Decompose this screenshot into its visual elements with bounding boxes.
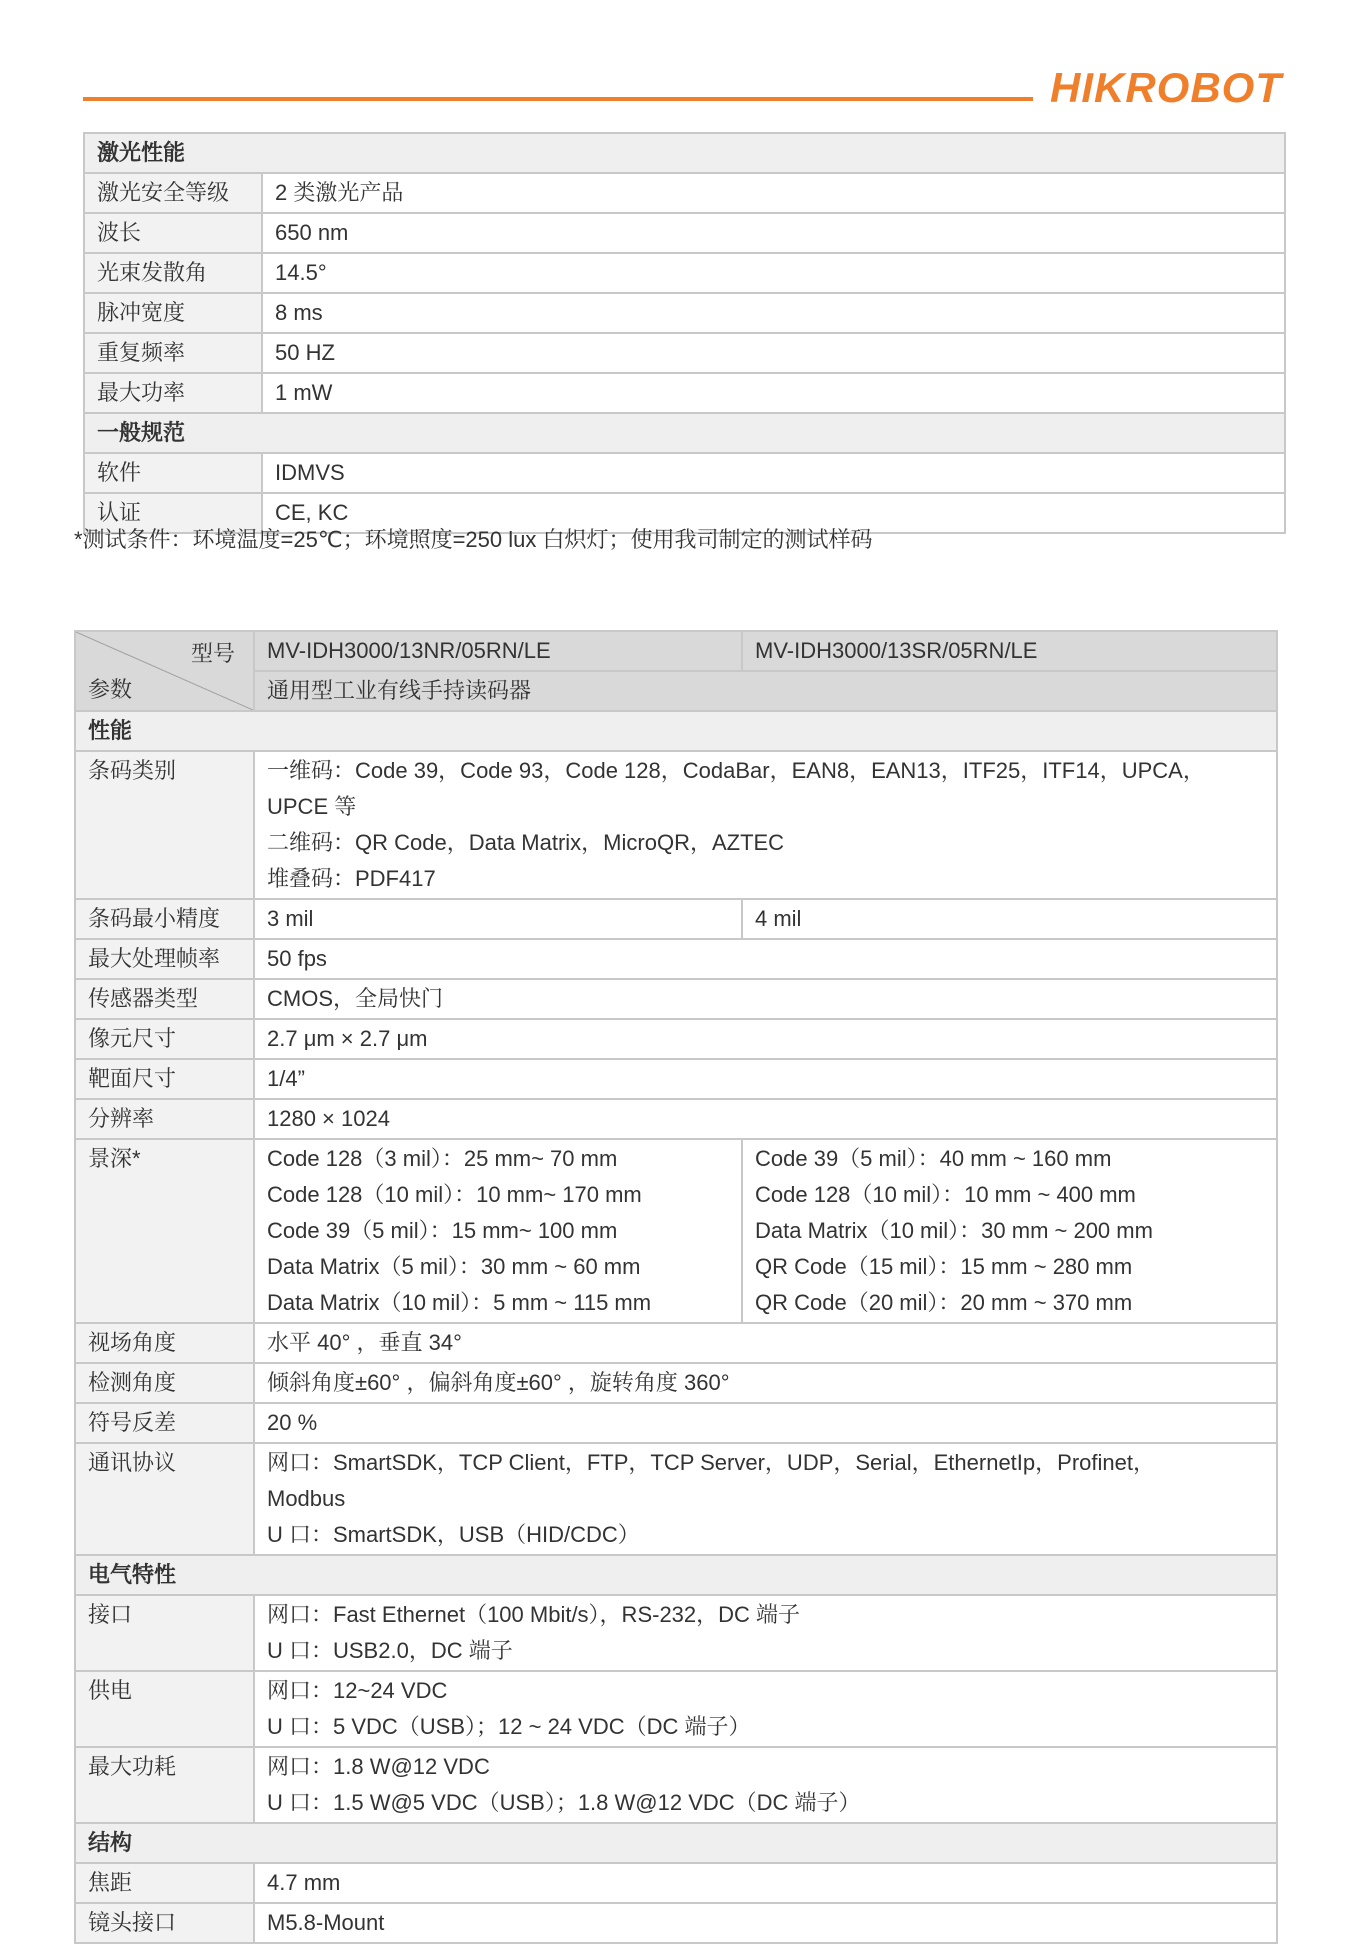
row-label: 检测角度 — [75, 1363, 254, 1403]
section-row — [84, 133, 1285, 173]
row-value — [254, 1443, 1277, 1555]
table-row — [84, 293, 1285, 333]
section-row — [84, 413, 1285, 453]
value-line: Data Matrix（10 mil）：30 mm ~ 200 mm — [755, 1218, 1153, 1243]
row-label: 焦距 — [75, 1863, 254, 1903]
value-line: QR Code（15 mil）：15 mm ~ 280 mm — [755, 1254, 1133, 1279]
value-line: 20 % — [267, 1410, 318, 1435]
row-value — [254, 899, 742, 939]
brand-logo: HIKROBOT — [1050, 64, 1282, 111]
row-label: 通讯协议 — [75, 1443, 254, 1555]
value-line: M5.8-Mount — [267, 1910, 385, 1935]
row-label: 最大功率 — [84, 373, 262, 413]
value-line: 1/4” — [267, 1066, 305, 1091]
product-type: 通用型工业有线手持读码器 — [254, 671, 1277, 711]
table-row — [75, 1059, 1277, 1099]
value-line: Code 128（10 mil）：10 mm ~ 400 mm — [755, 1182, 1136, 1207]
value-line: 倾斜角度±60° ，偏斜角度±60° ，旋转角度 360° — [267, 1370, 730, 1395]
table-row — [75, 1903, 1277, 1943]
section-row — [75, 1823, 1277, 1863]
table-row — [75, 1747, 1277, 1823]
row-value: 650 nm — [262, 213, 1285, 253]
table-row — [75, 1403, 1277, 1443]
row-value — [254, 939, 1277, 979]
table-row — [84, 173, 1285, 213]
row-label: 脉冲宽度 — [84, 293, 262, 333]
table-row — [75, 979, 1277, 1019]
row-value — [254, 1099, 1277, 1139]
value-line: 一维码：Code 39，Code 93，Code 128，CodaBar，EAN8，EAN13，ITF25，ITF14，UPCA， — [267, 758, 1205, 783]
corner-param-label: 参数 — [88, 677, 133, 702]
section-row — [75, 1555, 1277, 1595]
value-line: 4.7 mm — [267, 1870, 341, 1895]
row-label: 视场角度 — [75, 1323, 254, 1363]
value-line: 二维码：QR Code，Data Matrix，MicroQR，AZTEC — [267, 830, 785, 855]
value-line: Code 39（5 mil）：15 mm~ 100 mm — [267, 1218, 618, 1243]
table-row — [75, 939, 1277, 979]
test-conditions-footnote: *测试条件：环境温度=25℃；环境照度=250 lux 白炽灯；使用我司制定的测试样码 — [74, 527, 873, 552]
table-row — [84, 453, 1285, 493]
value-line: Code 128（10 mil）：10 mm~ 170 mm — [267, 1182, 642, 1207]
table-row — [75, 899, 1277, 939]
value-line: U 口：USB2.0，DC 端子 — [267, 1638, 513, 1663]
value-line: U 口：5 VDC（USB）；12 ~ 24 VDC（DC 端子） — [267, 1714, 751, 1739]
row-value — [254, 751, 1277, 899]
row-value — [742, 899, 1277, 939]
value-line: 网口：Fast Ethernet（100 Mbit/s），RS-232，DC 端子 — [267, 1602, 801, 1627]
value-line: U 口：1.5 W@5 VDC（USB）；1.8 W@12 VDC（DC 端子） — [267, 1790, 861, 1815]
table-row — [75, 1099, 1277, 1139]
table-row — [75, 751, 1277, 899]
table-row — [84, 253, 1285, 293]
model-name: MV-IDH3000/13SR/05RN/LE — [742, 631, 1277, 671]
row-label: 激光安全等级 — [84, 173, 262, 213]
row-value — [254, 1139, 742, 1323]
row-value — [254, 1903, 1277, 1943]
row-value: 50 HZ — [262, 333, 1285, 373]
row-label: 软件 — [84, 453, 262, 493]
row-label: 景深* — [75, 1139, 254, 1323]
row-label: 波长 — [84, 213, 262, 253]
model-name: MV-IDH3000/13NR/05RN/LE — [254, 631, 742, 671]
row-label: 重复频率 — [84, 333, 262, 373]
row-label: 分辨率 — [75, 1099, 254, 1139]
value-line: 3 mil — [267, 906, 314, 931]
row-label: 镜头接口 — [75, 1903, 254, 1943]
row-value — [254, 1363, 1277, 1403]
value-line: 2.7 μm × 2.7 μm — [267, 1026, 428, 1051]
value-line: 水平 40° ，垂直 34° — [267, 1330, 462, 1355]
value-line: CMOS，全局快门 — [267, 986, 444, 1011]
value-line: 网口：SmartSDK，TCP Client，FTP，TCP Server，UDP，Serial，EthernetIp，Profinet， — [267, 1450, 1155, 1475]
row-value — [742, 1139, 1277, 1323]
laser-spec-table — [83, 132, 1286, 534]
row-label: 最大处理帧率 — [75, 939, 254, 979]
row-value: 14.5° — [262, 253, 1285, 293]
corner-model-label: 型号 — [190, 641, 235, 666]
row-label: 供电 — [75, 1671, 254, 1747]
row-value — [254, 1059, 1277, 1099]
row-value: 1 mW — [262, 373, 1285, 413]
row-label: 靶面尺寸 — [75, 1059, 254, 1099]
row-value — [254, 1747, 1277, 1823]
table-row — [75, 1363, 1277, 1403]
row-value: IDMVS — [262, 453, 1285, 493]
value-line: Code 128（3 mil）：25 mm~ 70 mm — [267, 1146, 618, 1171]
row-label: 符号反差 — [75, 1403, 254, 1443]
section-title: 结构 — [75, 1823, 1277, 1863]
section-title: 激光性能 — [84, 133, 1285, 173]
table-row — [75, 1863, 1277, 1903]
row-label: 光束发散角 — [84, 253, 262, 293]
row-label: 条码类别 — [75, 751, 254, 899]
row-label: 条码最小精度 — [75, 899, 254, 939]
table-row — [75, 1671, 1277, 1747]
value-line: 4 mil — [755, 906, 802, 931]
row-label: 认证 — [84, 493, 262, 533]
row-value: CE, KC — [262, 493, 1285, 533]
value-line: Code 39（5 mil）：40 mm ~ 160 mm — [755, 1146, 1112, 1171]
corner-cell — [75, 631, 254, 711]
value-line: 1280 × 1024 — [267, 1106, 390, 1131]
section-title: 电气特性 — [75, 1555, 1277, 1595]
table-row — [75, 1019, 1277, 1059]
row-value — [254, 979, 1277, 1019]
value-line: Data Matrix（10 mil）：5 mm ~ 115 mm — [267, 1290, 652, 1315]
row-value: 8 ms — [262, 293, 1285, 333]
header-rule — [83, 97, 1033, 101]
table-row — [75, 1139, 1277, 1323]
model-spec-table — [74, 630, 1278, 1944]
value-line: 50 fps — [267, 946, 327, 971]
table-row — [84, 373, 1285, 413]
table-row — [75, 1443, 1277, 1555]
value-line: 网口：1.8 W@12 VDC — [267, 1754, 490, 1779]
table-row — [75, 1323, 1277, 1363]
row-label: 接口 — [75, 1595, 254, 1671]
row-value — [254, 1019, 1277, 1059]
value-line: UPCE 等 — [267, 794, 357, 819]
value-line: QR Code（20 mil）：20 mm ~ 370 mm — [755, 1290, 1133, 1315]
value-line: 堆叠码：PDF417 — [267, 866, 436, 891]
value-line: Data Matrix（5 mil）：30 mm ~ 60 mm — [267, 1254, 641, 1279]
row-value — [254, 1323, 1277, 1363]
row-label: 最大功耗 — [75, 1747, 254, 1823]
model-header-row — [75, 631, 1277, 671]
row-value — [254, 1863, 1277, 1903]
table-row — [75, 1595, 1277, 1671]
table-row — [84, 333, 1285, 373]
row-label: 传感器类型 — [75, 979, 254, 1019]
row-value — [254, 1671, 1277, 1747]
section-title: 性能 — [75, 711, 1277, 751]
table-row — [84, 213, 1285, 253]
value-line: Modbus — [267, 1486, 346, 1511]
row-label: 像元尺寸 — [75, 1019, 254, 1059]
section-row — [75, 711, 1277, 751]
row-value — [254, 1595, 1277, 1671]
section-title: 一般规范 — [84, 413, 1285, 453]
product-type-row — [75, 671, 1277, 711]
value-line: U 口：SmartSDK，USB（HID/CDC） — [267, 1522, 640, 1547]
value-line: 网口：12~24 VDC — [267, 1678, 448, 1703]
row-value: 2 类激光产品 — [262, 173, 1285, 213]
row-value — [254, 1403, 1277, 1443]
